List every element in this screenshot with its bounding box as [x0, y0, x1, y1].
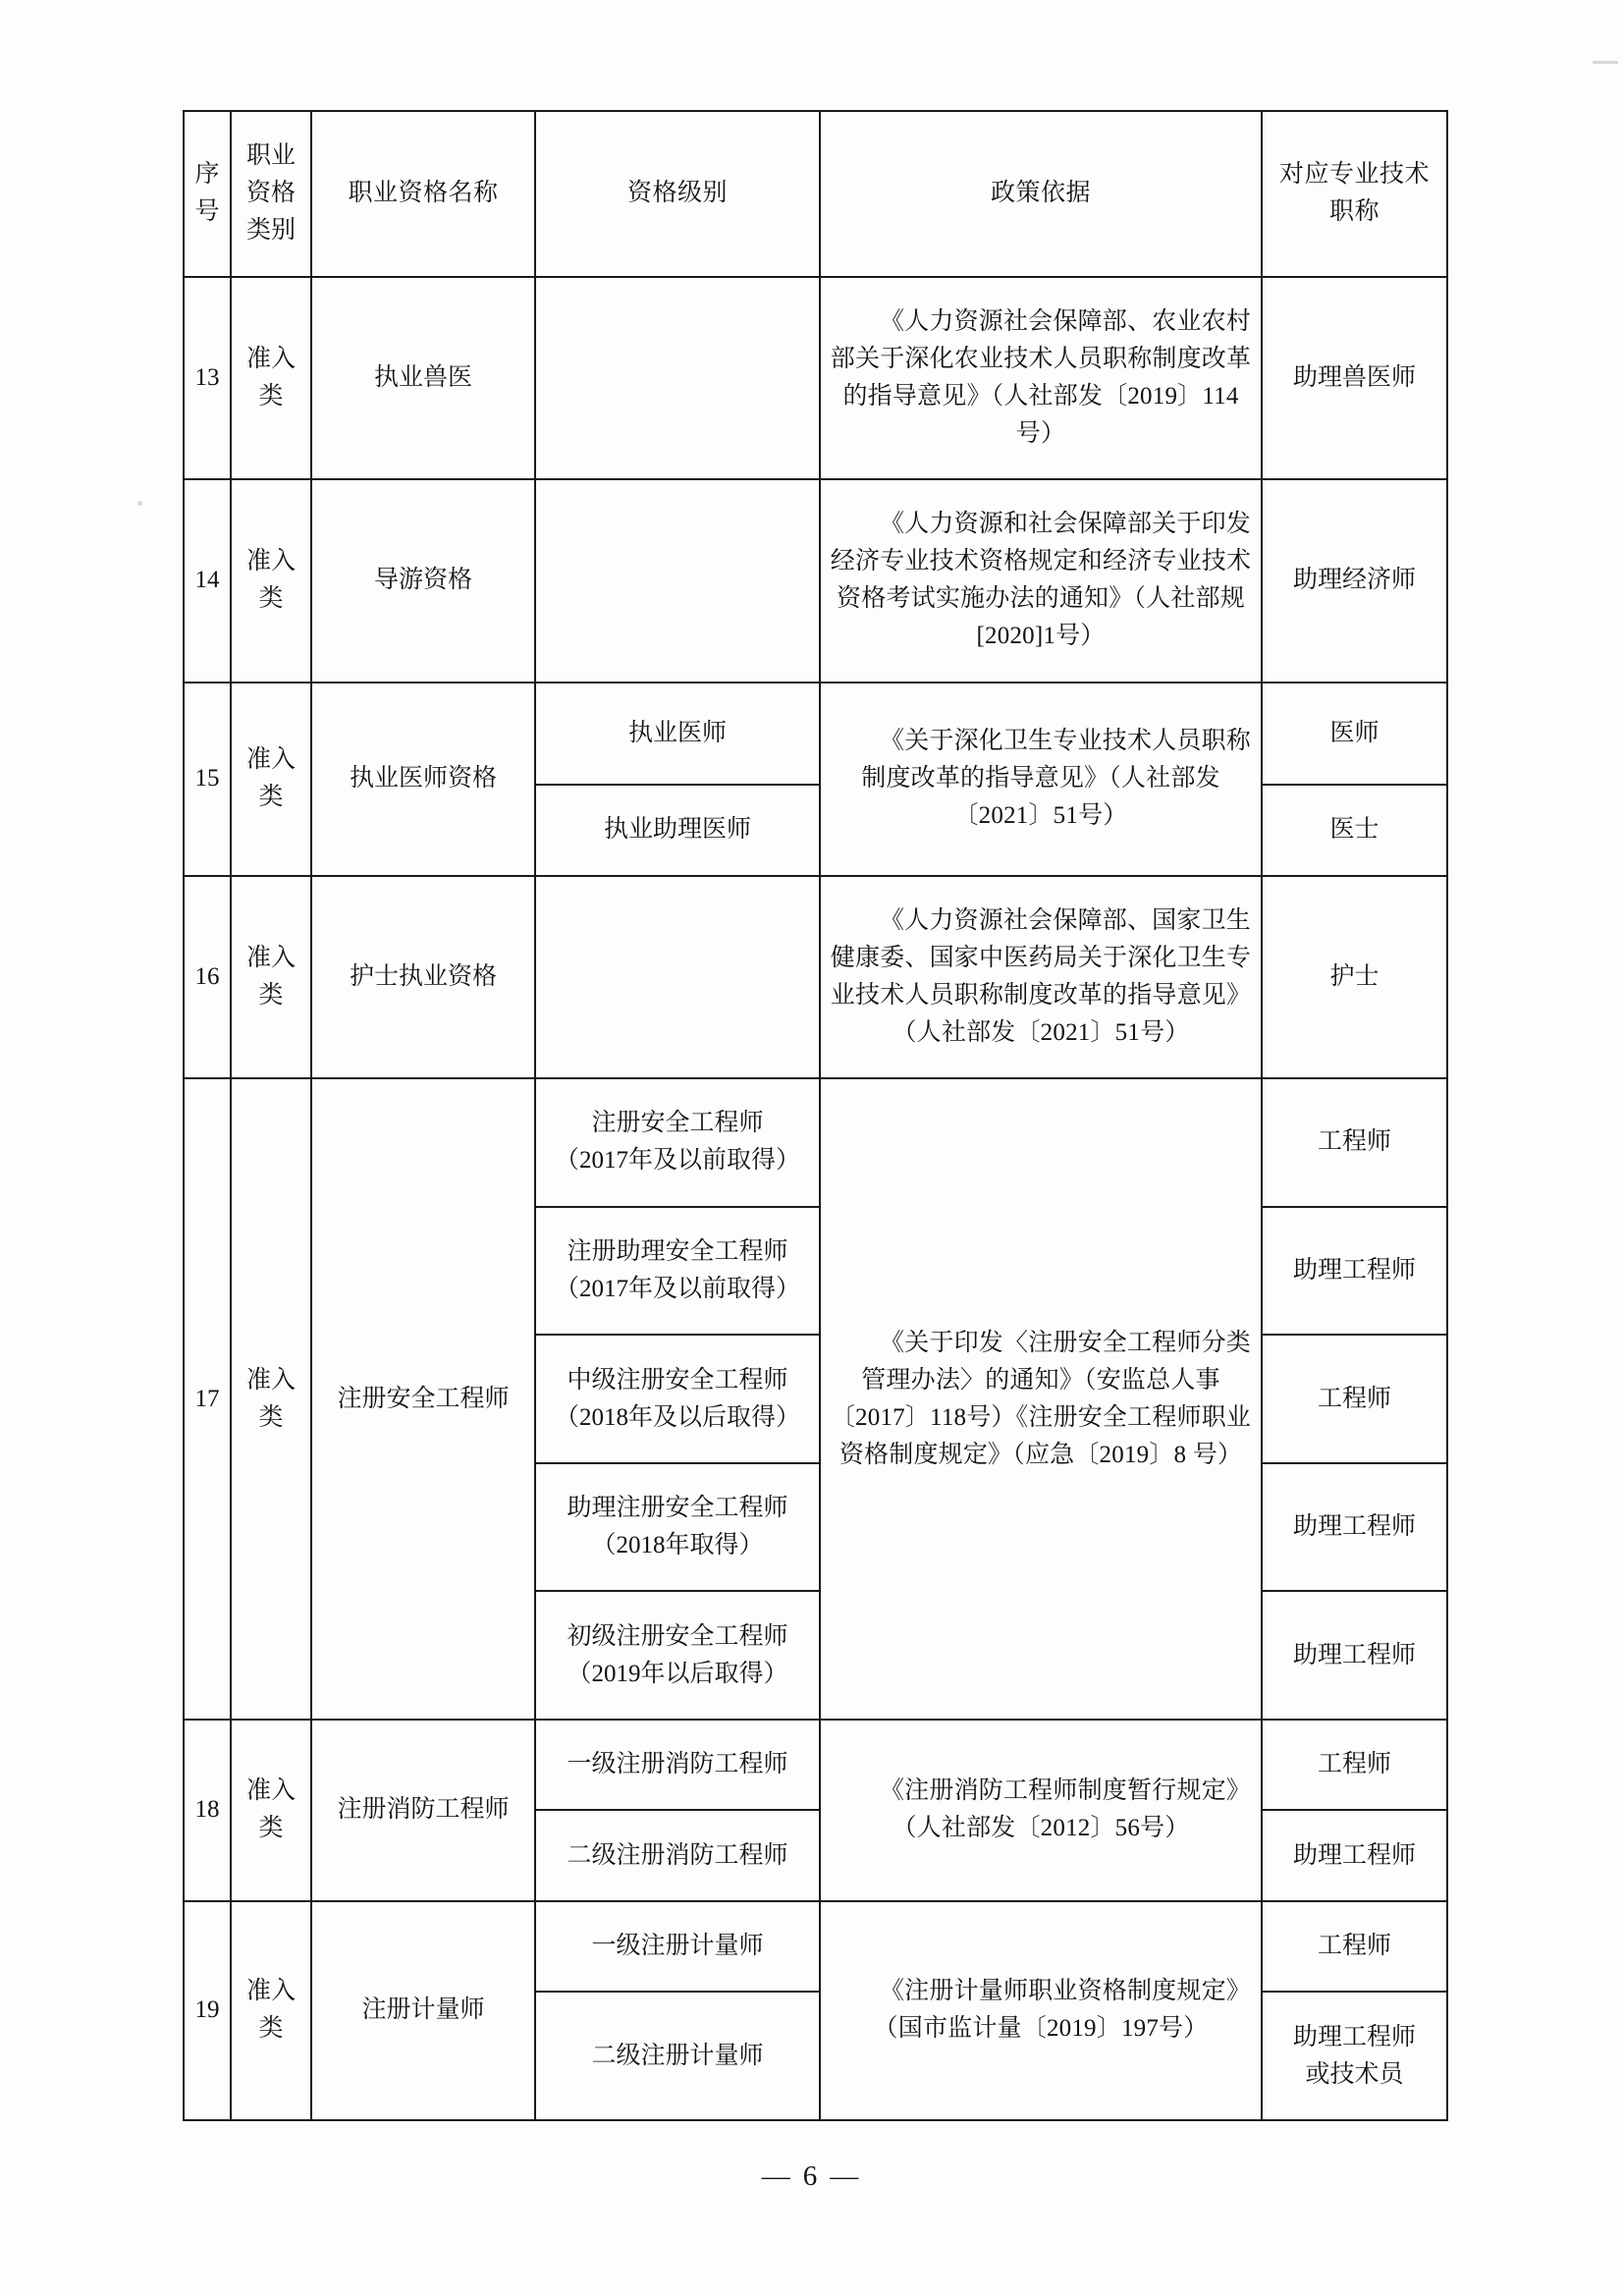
cell-qualification-name: 注册安全工程师	[311, 1078, 535, 1720]
cell-professional-title: 护士	[1262, 876, 1447, 1079]
cell-policy-basis: 《人力资源和社会保障部关于印发经济专业技术资格规定和经济专业技术资格考试实施办法的通知》（人社部规[2020]1号）	[820, 479, 1262, 683]
cell-professional-title: 助理兽医师	[1262, 277, 1447, 480]
cell-professional-title: 医师	[1262, 683, 1447, 786]
table-row	[184, 1901, 1447, 1993]
page-number: 6	[802, 2160, 821, 2192]
table-row	[184, 1078, 1447, 1207]
cell-qualification-level: 注册助理安全工程师 （2017年及以前取得）	[535, 1207, 820, 1336]
cell-qualification-level: 助理注册安全工程师 （2018年取得）	[535, 1463, 820, 1592]
cell-policy-basis: 《关于深化卫生专业技术人员职称制度改革的指导意见》（人社部发〔2021〕51号）	[820, 683, 1262, 876]
table-row	[184, 479, 1447, 683]
cell-policy-basis: 《关于印发〈注册安全工程师分类管理办法〉的通知》（安监总人事〔2017〕118号）《注册安全工程师职业资格制度规定》（应急〔2019〕8 号）	[820, 1078, 1262, 1720]
cell-qualification-category: 准入类	[231, 876, 311, 1079]
cell-sequence-number: 16	[184, 876, 231, 1079]
cell-professional-title: 医士	[1262, 785, 1447, 876]
column-header-name: 职业资格名称	[311, 111, 535, 277]
cell-qualification-category: 准入类	[231, 1078, 311, 1720]
table-body	[184, 277, 1447, 2120]
cell-professional-title: 工程师	[1262, 1901, 1447, 1993]
cell-qualification-level	[535, 479, 820, 683]
cell-qualification-name: 导游资格	[311, 479, 535, 683]
cell-professional-title: 助理经济师	[1262, 479, 1447, 683]
cell-policy-basis: 《人力资源社会保障部、农业农村部关于深化农业技术人员职称制度改革的指导意见》（人社部发〔2019〕114 号）	[820, 277, 1262, 480]
cell-sequence-number: 15	[184, 683, 231, 876]
cell-qualification-level: 中级注册安全工程师 （2018年及以后取得）	[535, 1335, 820, 1463]
cell-policy-basis: 《人力资源社会保障部、国家卫生健康委、国家中医药局关于深化卫生专业技术人员职称制度改革的指导意见》（人社部发〔2021〕51号）	[820, 876, 1262, 1079]
cell-policy-basis: 《注册计量师职业资格制度规定》（国市监计量〔2019〕197号）	[820, 1901, 1262, 2120]
table-header-row	[184, 111, 1447, 277]
cell-qualification-level: 执业助理医师	[535, 785, 820, 876]
cell-professional-title: 助理工程师	[1262, 1810, 1447, 1901]
cell-qualification-category: 准入类	[231, 479, 311, 683]
cell-qualification-category: 准入类	[231, 1720, 311, 1901]
cell-qualification-name: 执业兽医	[311, 277, 535, 480]
scan-artifact	[1593, 61, 1618, 64]
cell-qualification-level: 注册安全工程师 （2017年及以前取得）	[535, 1078, 820, 1207]
table-row	[184, 876, 1447, 1079]
cell-qualification-name: 注册消防工程师	[311, 1720, 535, 1901]
cell-qualification-level: 二级注册消防工程师	[535, 1810, 820, 1901]
page-footer	[0, 2160, 1623, 2193]
cell-professional-title: 助理工程师	[1262, 1591, 1447, 1720]
cell-qualification-category: 准入类	[231, 683, 311, 876]
cell-sequence-number: 13	[184, 277, 231, 480]
column-header-level: 资格级别	[535, 111, 820, 277]
footer-dash-left: —	[761, 2160, 793, 2192]
cell-qualification-level	[535, 876, 820, 1079]
cell-qualification-level: 执业医师	[535, 683, 820, 786]
table-row	[184, 683, 1447, 786]
cell-policy-basis: 《注册消防工程师制度暂行规定》（人社部发〔2012〕56号）	[820, 1720, 1262, 1901]
cell-qualification-level: 初级注册安全工程师 （2019年以后取得）	[535, 1591, 820, 1720]
cell-qualification-level: 一级注册计量师	[535, 1901, 820, 1993]
footer-dash-right: —	[830, 2160, 862, 2192]
scan-artifact	[137, 501, 142, 506]
cell-professional-title: 工程师	[1262, 1078, 1447, 1207]
table-header	[184, 111, 1447, 277]
cell-professional-title: 工程师	[1262, 1720, 1447, 1811]
cell-professional-title: 助理工程师	[1262, 1207, 1447, 1336]
cell-sequence-number: 18	[184, 1720, 231, 1901]
column-header-seq: 序号	[184, 111, 231, 277]
cell-professional-title: 助理工程师 或技术员	[1262, 1992, 1447, 2120]
cell-qualification-name: 注册计量师	[311, 1901, 535, 2120]
column-header-title: 对应专业技术职称	[1262, 111, 1447, 277]
cell-qualification-level: 一级注册消防工程师	[535, 1720, 820, 1811]
cell-sequence-number: 19	[184, 1901, 231, 2120]
cell-qualification-level	[535, 277, 820, 480]
cell-sequence-number: 14	[184, 479, 231, 683]
cell-professional-title: 工程师	[1262, 1335, 1447, 1463]
cell-qualification-name: 护士执业资格	[311, 876, 535, 1079]
cell-sequence-number: 17	[184, 1078, 231, 1720]
cell-qualification-name: 执业医师资格	[311, 683, 535, 876]
cell-professional-title: 助理工程师	[1262, 1463, 1447, 1592]
cell-qualification-category: 准入类	[231, 277, 311, 480]
table-row	[184, 1720, 1447, 1811]
cell-qualification-level: 二级注册计量师	[535, 1992, 820, 2120]
qualification-table-container	[183, 110, 1446, 2121]
column-header-policy: 政策依据	[820, 111, 1262, 277]
qualification-table	[183, 110, 1448, 2121]
cell-qualification-category: 准入类	[231, 1901, 311, 2120]
table-row	[184, 277, 1447, 480]
column-header-category: 职业资格类别	[231, 111, 311, 277]
